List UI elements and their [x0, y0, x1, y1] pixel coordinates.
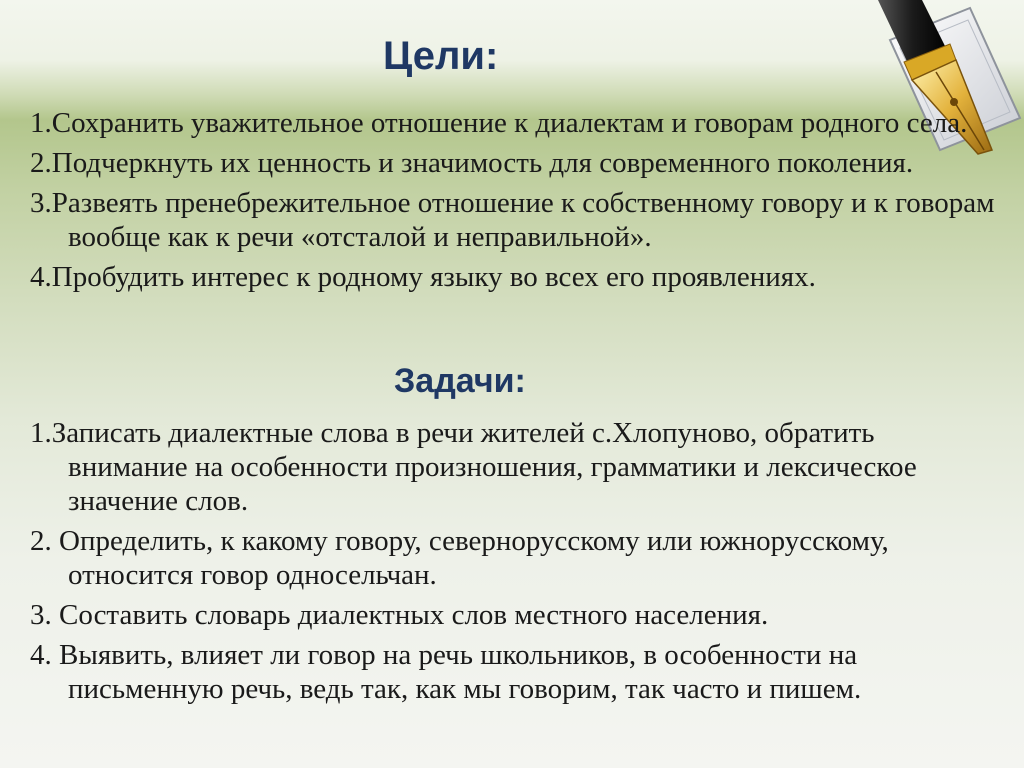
goal-item: 1.Сохранить уважительное отношение к диалектам и говорам родного села. — [30, 107, 968, 139]
tasks-list — [30, 416, 995, 712]
goal-item: 2.Подчеркнуть их ценность и значимость для современного поколения. — [30, 147, 914, 179]
task-item: 3. Составить словарь диалектных слов местного населения. — [30, 599, 769, 631]
goals-list — [30, 106, 995, 300]
goal-item: 4.Пробудить интерес к родному языку во всех его проявлениях. — [30, 261, 816, 293]
goals-heading: Цели: — [383, 34, 499, 78]
task-item: 4. Выявить, влияет ли говор на речь школьников, в особенности на письменную речь, ведь так, как мы говорим, так часто и пишем. — [30, 639, 862, 705]
tasks-heading: Задачи: — [394, 362, 526, 400]
task-item: 1.Записать диалектные слова в речи жителей с.Хлопуново, обратить внимание на особенности произношения, грамматики и лексическое значение слов. — [30, 417, 917, 517]
task-item: 2. Определить, к какому говору, севернорусскому или южнорусскому, относится говор односельчан. — [30, 525, 889, 591]
goal-item: 3.Развеять пренебрежительное отношение к собственному говору и к говорам вообще как к речи «отсталой и неправильной». — [30, 187, 995, 253]
